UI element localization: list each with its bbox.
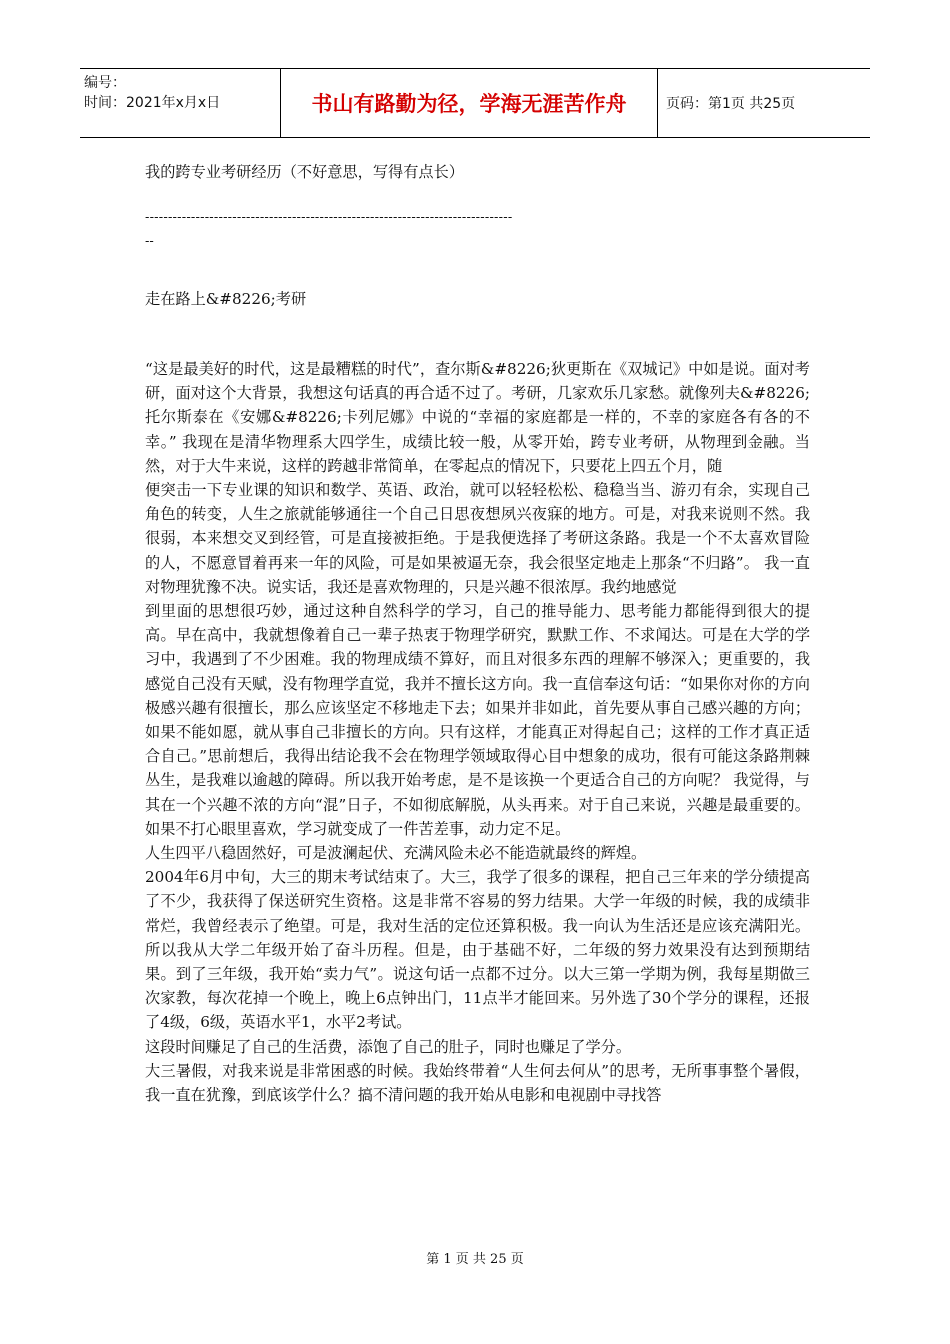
separator-line-tail: -- [145,234,154,249]
paragraph: 到里面的思想很巧妙，通过这种自然科学的学习，自己的推导能力、思考能力都能得到很大的提高。早在高中，我就想像着自己一辈子热衷于物理学研究，默默工作、不求闻达。可是在大学的学习中，我遇到了不少困难。我的物理成绩不算好，而且对很多东西的理解不够深入；更重要的，我感觉自己没有天赋，没有物理学直觉，我并不擅长这方向。我一直信奉这句话：“如果你对你的方向极感兴趣有很擅长，那么应该坚定不移地走下去；如果并非如此，首先要从事自己感兴趣的方向；如果不能如愿，就从事自己非擅长的方向。只有这样，才能真正对得起自己；这样的工作才真正适合自己。”思前想后，我得出结论我不会在物理学领域取得心目中想象的成功，很有可能这条路荆棘丛生，是我难以逾越的障碍。所以我开始考虑，是不是该换一个更适合自己的方向呢？ 我觉得，与其在一个兴趣不浓的方向“混”日子，不如彻底解脱，从头再来。对于自己来说，兴趣是最重要的。如果不打心眼里喜欢，学习就变成了一件苦差事，动力定不足。 [145,602,810,838]
motto: 书山有路勤为径，学海无涯苦作舟 [280,69,658,137]
header-table [80,68,870,138]
section-heading: 走在路上&#8226;考研 [145,290,307,308]
page-code: 页码：第1页 共25页 [666,96,796,112]
separator-line: -------------------------------------------------------------------------------- [145,210,513,225]
paragraph: 2004年6月中旬，大三的期末考试结束了。大三，我学了很多的课程，把自己三年来的学分绩提高了不少，我获得了保送研究生资格。这是非常不容易的努力结果。大学一年级的时候，我的成绩非常烂，我曾经表示了绝望。可是，我对生活的定位还算积极。我一向认为生活还是应该充满阳光。所以我从大学二年级开始了奋斗历程。但是，由于基础不好，二年级的努力效果没有达到预期结果。到了三年级，我开始“卖力气”。说这句话一点都不过分。以大三第一学期为例，我每星期做三次家教，每次花掉一个晚上，晚上6点钟出门，11点半才能回来。另外选了30个学分的课程，还报了4级，6级，英语水平1，水平2考试。 [145,868,810,1032]
page-footer: 第 1 页 共 25 页 [426,1252,524,1267]
header-left-cell [80,69,280,137]
paragraph: 这段时间赚足了自己的生活费，添饱了自己的肚子，同时也赚足了学分。 [145,1037,631,1056]
date-label: 时间：2021年x月x日 [84,95,221,111]
paragraph: 便突击一下专业课的知识和数学、英语、政治，就可以轻轻松松、稳稳当当、游刃有余，实现自己角色的转变，人生之旅就能够通往一个自己日思夜想夙兴夜寐的地方。可是，对我来说则不然。我很弱，本来想交叉到经管，可是直接被拒绝。于是我便选择了考研这条路。我是一个不太喜欢冒险的人，不愿意冒着再来一年的风险，可是如果被逼无奈，我会很坚定地走上那条“不归路”。 我一直对物理犹豫不决。说实话，我还是喜欢物理的，只是兴趣不很浓厚。我约地感觉 [145,481,810,596]
paragraph: 大三暑假，对我来说是非常困惑的时候。我始终带着“人生何去何从”的思考，无所事事整个暑假，我一直在犹豫，到底该学什么？搞不清问题的我开始从电影和电视剧中寻找答 [145,1061,810,1105]
number-label: 编号： [84,75,126,91]
paragraph: 人生四平八稳固然好，可是波澜起伏、充满风险未必不能造就最终的辉煌。 [145,844,647,863]
body-text [145,357,810,1107]
paragraph: “这是最美好的时代，这是最糟糕的时代”，查尔斯&#8226;狄更斯在《双城记》中如是说。面对考研，面对这个大背景，我想这句话真的再合适不过了。考研，几家欢乐几家愁。就像列夫&#8226;托尔斯泰在《安娜&#8226;卡列尼娜》中说的“幸福的家庭都是一样的，不幸的家庭各有各的不幸。” 我现在是清华物理系大四学生，成绩比较一般，从零开始，跨专业考研，从物理到金融。当然，对于大牛来说，这样的跨越非常简单，在零起点的情况下，只要花上四五个月，随 [145,360,810,475]
document-title: 我的跨专业考研经历（不好意思，写得有点长） [145,163,464,181]
